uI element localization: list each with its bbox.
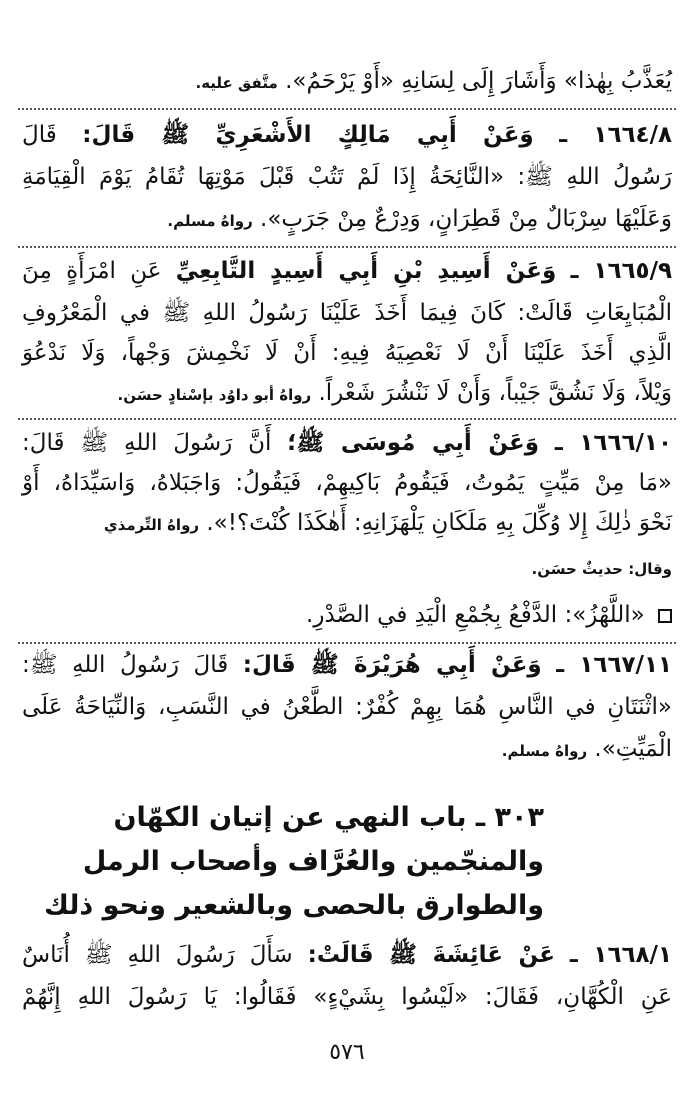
source-attribution: رواهُ مسلم. bbox=[167, 212, 253, 230]
hadith-1665-line-4 bbox=[22, 376, 672, 416]
hadith-text: عَنِ امْرَأَةٍ مِنَ bbox=[22, 258, 162, 284]
source-attribution: رواهُ التِّرمذي bbox=[103, 516, 200, 534]
hadith-text: قَالَ رَسُولُ اللهِ ﷺ: bbox=[22, 652, 229, 678]
hadith-number: ١٦٦٥/٩ ـ bbox=[570, 258, 673, 284]
hadith-1665-line-1 bbox=[22, 254, 672, 294]
source-attribution: وقال: حديثٌ حسَن. bbox=[531, 560, 672, 578]
hadith-text: نَحْوَ ذٰلِكَ إِلا وُكِّلَ بِهِ مَلَكَانِ يَلْهَزَانِهِ: أَهٰكَذَا كُنْتَ؟!». bbox=[206, 510, 672, 536]
chapter-title-line-1: ٣٠٣ ـ باب النهي عن إتيان الكهّان bbox=[113, 802, 544, 833]
hadith-number: ١٦٦٤/٨ ـ bbox=[559, 122, 673, 148]
hadith-1668-line-2 bbox=[22, 980, 672, 1020]
hadith-1666-line-3 bbox=[22, 506, 672, 546]
hadith-1666-line-4 bbox=[22, 554, 672, 584]
hadith-narrator: عَنْ عَائِشَةَ ﷺ قَالَتْ: bbox=[307, 942, 555, 968]
hadith-text: يُعَذَّبُ بِهٰذا» وَأَشَارَ إِلَى لِسَانِهِ «أَوْ يَرْحَمُ». bbox=[285, 68, 672, 94]
text-line-1 bbox=[22, 64, 672, 104]
hadith-text: «مَا مِنْ مَيِّتٍ يَمُوتُ، فَيَقُومُ بَاكِيهِمْ، فَيَقُولُ: وَاجَبَلاهُ، وَاسَيِّدَاهُ، أَوْ bbox=[22, 470, 672, 496]
hadith-1664-line-2 bbox=[22, 160, 672, 200]
hadith-text: أَنَّ رَسُولَ اللهِ ﷺ قَالَ: bbox=[22, 430, 272, 456]
separator bbox=[18, 642, 676, 644]
hadith-1664-line-1 bbox=[22, 118, 672, 158]
chapter-title-line-3: والطوارق بالحصى وبالشعير ونحو ذلك bbox=[44, 890, 544, 921]
hadith-1666-line-2 bbox=[22, 466, 672, 506]
hadith-text: الَّذِي أَخَذَ عَلَيْنَا أَنْ لَا نَعْصِيَهُ فِيهِ: أَنْ لَا نَخْمِشَ وَجْهاً، وَلَا نَدْعُوَ bbox=[22, 340, 672, 366]
hadith-number: ١٦٦٦/١٠ ـ bbox=[554, 430, 673, 456]
gloss-line bbox=[22, 598, 672, 638]
hadith-narrator: وَعَنْ أَسِيدِ بْنِ أَبِي أَسِيدٍ التَّابِعِيِّ bbox=[175, 258, 557, 284]
hadith-text: وَعَلَيْهَا سِرْبَالٌ مِنْ قَطِرَانٍ، وَدِرْعٌ مِنْ جَرَبٍ». bbox=[260, 206, 672, 232]
hadith-text: عَنِ الْكُهَّانِ، فَقَالَ: «لَيْسُوا بِشَيْءٍ» فَقَالُوا: يَا رَسُولَ اللهِ إِنَّهُمْ bbox=[22, 984, 672, 1010]
hadith-number: ١٦٦٨/١ ـ bbox=[569, 942, 672, 968]
hadith-narrator: وَعَنْ أَبِي مُوسَى ﷺ؛ bbox=[287, 430, 540, 456]
hadith-text: سَأَلَ رَسُولَ اللهِ ﷺ أُنَاسٌ bbox=[22, 942, 293, 968]
hadith-1666-line-1 bbox=[22, 426, 672, 466]
hadith-1665-line-3 bbox=[22, 336, 672, 376]
hadith-1667-line-3 bbox=[22, 732, 672, 772]
hadith-1664-line-3 bbox=[22, 202, 672, 242]
hadith-text: وَيْلاً، وَلَا نَشُقَّ جَيْباً، وَأَنْ لَا نَنْشُرَ شَعْراً. bbox=[318, 380, 672, 406]
hadith-text: رَسُولُ اللهِ ﷺ: «النَّائِحَةُ إِذَا لَمْ تَتُبْ قَبْلَ مَوْتِهَا تُقَامُ يَوْمَ الْقِيَامَةِ bbox=[22, 164, 672, 190]
gloss-text: «اللَّهْزُ»: الدَّفْعُ بِجُمْعِ الْيَدِ في الصَّدْرِ. bbox=[306, 602, 645, 628]
hadith-text: قَالَ bbox=[22, 122, 57, 148]
hadith-narrator: وَعَنْ أَبِي هُرَيْرَةَ ﷺ قَالَ: bbox=[242, 652, 542, 678]
separator bbox=[18, 108, 676, 110]
hadith-1665-line-2 bbox=[22, 296, 672, 336]
hadith-number: ١٦٦٧/١١ ـ bbox=[556, 652, 673, 678]
hadith-narrator: وَعَنْ أَبِي مَالِكٍ الأَشْعَرِيِّ ﷺ قَالَ: bbox=[82, 122, 534, 148]
page-number: ٥٧٦ bbox=[329, 1040, 365, 1065]
separator bbox=[18, 418, 676, 420]
hadith-text: الْمَيِّتِ». bbox=[594, 736, 672, 762]
hadith-1668-line-1 bbox=[22, 938, 672, 978]
hadith-1667-line-1 bbox=[22, 648, 672, 688]
separator bbox=[18, 246, 676, 248]
hadith-text: الْمُبَايِعَاتِ قَالَتْ: كَانَ فِيمَا أَخَذَ عَلَيْنَا رَسُولُ اللهِ ﷺ في الْمَعْرُوفِ bbox=[22, 300, 672, 326]
hadith-1667-line-2 bbox=[22, 690, 672, 730]
source-attribution: رواهُ أبو داوُد بإسْنادٍ حسَن. bbox=[117, 386, 312, 404]
source-attribution: متَّفق عليه. bbox=[195, 74, 278, 92]
chapter-title-line-2: والمنجّمين والعُرَّاف وأصحاب الرمل bbox=[82, 846, 544, 877]
square-bullet-icon bbox=[658, 609, 672, 623]
hadith-text: «اثْنَتَانِ في النَّاسِ هُمَا بِهِمْ كُفْرٌ: الطَّعْنُ في النَّسَبِ، وَالنِّيَاحَةُ عَلَى bbox=[22, 694, 672, 720]
source-attribution: رواهُ مسلم. bbox=[501, 742, 588, 760]
